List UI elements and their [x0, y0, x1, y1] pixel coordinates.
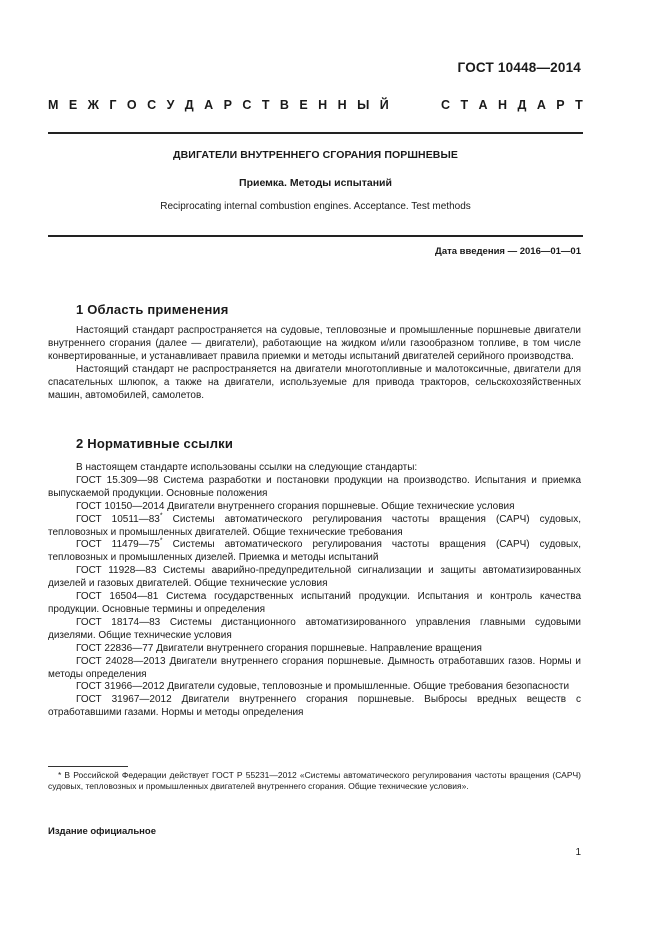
- reference-item: [48, 565, 581, 591]
- reference-code: ГОСТ 16504—81: [76, 591, 159, 603]
- banner-letter: Ы: [357, 98, 370, 112]
- reference-item: [48, 501, 581, 514]
- banner-letter: Й: [379, 98, 389, 112]
- reference-item: [48, 591, 581, 617]
- reference-title: Системы автоматического регулирования частоты вращения (САРЧ) судовых, тепловозных и промышленных двигателей. Общие технические требования: [48, 513, 581, 538]
- banner-letter: Р: [223, 98, 232, 112]
- reference-title: Системы дистанционного автоматизированного управления главными судовыми дизелями. Общие технические условия: [48, 616, 582, 641]
- reference-item: [48, 514, 581, 540]
- banner-letter: Ж: [87, 98, 99, 112]
- reference-title: Двигатели судовые, тепловозные и промышленные. Общие требования безопасности: [167, 681, 570, 693]
- reference-code: ГОСТ 10511—83: [76, 513, 160, 525]
- banner-letter: Е: [68, 98, 78, 112]
- reference-title: Система государственных испытаний продукции. Испытания и контроль качества продукции. Основные термины и определения: [48, 591, 582, 615]
- reference-item: [48, 681, 581, 694]
- reference-item: [48, 539, 581, 565]
- banner-letter: У: [166, 98, 175, 112]
- banner-letter: С: [147, 98, 157, 112]
- section-1-body: [48, 325, 581, 402]
- section-2-heading: 2 Нормативные ссылки: [76, 436, 234, 451]
- reference-code: ГОСТ 31966—2012: [76, 681, 165, 693]
- banner-letter: С: [440, 98, 451, 112]
- banner-letter: Е: [299, 98, 308, 112]
- introduction-date: Дата введения — 2016—01—01: [435, 246, 581, 257]
- banner-letter: Д: [184, 98, 194, 112]
- banner-letter: В: [279, 98, 289, 112]
- reference-item: [48, 694, 581, 720]
- reference-code: ГОСТ 15.309—98: [76, 474, 159, 486]
- section-1-heading: 1 Область применения: [76, 302, 229, 317]
- reference-title: Двигатели внутреннего сгорания поршневые. Дымность отработавших газов. Нормы и методы определения: [48, 655, 581, 680]
- document-title: ДВИГАТЕЛИ ВНУТРЕННЕГО СГОРАНИЯ ПОРШНЕВЫЕ: [173, 149, 458, 161]
- banner-letter: Г: [109, 98, 117, 112]
- reference-code: ГОСТ 11479—75: [76, 539, 160, 551]
- banner-letter: Н: [318, 98, 328, 112]
- page-number: 1: [575, 847, 581, 858]
- banner-letter: А: [204, 98, 214, 112]
- document-subtitle: Приемка. Методы испытаний: [239, 177, 392, 189]
- banner-letter: Т: [261, 98, 270, 112]
- banner-letter: С: [242, 98, 252, 112]
- reference-code: ГОСТ 18174—83: [76, 616, 161, 628]
- banner-letter: Т: [575, 98, 583, 112]
- banner-gap: [427, 98, 430, 112]
- reference-title: Система разработки и постановки продукции на производство. Испытания и приемка выпускаемой продукции. Основные положения: [48, 474, 582, 499]
- reference-item: [48, 643, 581, 656]
- footnote-marker: *: [159, 538, 163, 546]
- reference-code: ГОСТ 22836—77: [76, 642, 154, 654]
- banner-letter: О: [126, 98, 137, 112]
- official-edition-label: Издание официальное: [48, 826, 156, 837]
- banner-gap: [399, 98, 402, 112]
- banner-gap: [413, 98, 416, 112]
- footnote-rule: [48, 766, 128, 767]
- banner-letter: А: [478, 98, 488, 112]
- banner-letter: Д: [517, 98, 527, 112]
- reference-title: Системы аварийно-предупредительной сигнализации и защиты автоматизированных дизелей и газовых двигателей. Общие технические условия: [48, 565, 581, 590]
- header-rule: [48, 132, 583, 134]
- reference-item: [48, 475, 581, 501]
- footnote: * В Российской Федерации действует ГОСТ Р 55231—2012 «Системы автоматического регулирования частоты вращения (САРЧ) судовых, тепловозных и промышленных двигателей внутреннего сгорания. Общие технические условия».: [48, 770, 581, 792]
- banner-letter: Т: [460, 98, 469, 112]
- reference-item: [48, 656, 581, 682]
- english-title: Reciprocating internal combustion engines. Acceptance. Test methods: [160, 201, 471, 212]
- banner-letter: М: [48, 98, 59, 112]
- document-number: ГОСТ 10448—2014: [457, 60, 581, 75]
- reference-title: Двигатели внутреннего сгорания поршневые. Выбросы вредных веществ с отработавшими газами. Нормы и методы определения: [48, 694, 582, 719]
- title-rule: [48, 235, 583, 237]
- interstate-standard-banner: [48, 98, 583, 112]
- reference-code: ГОСТ 10150—2014: [76, 500, 165, 512]
- banner-letter: Р: [556, 98, 565, 112]
- reference-title: Двигатели внутреннего сгорания поршневые. Направление вращения: [156, 642, 482, 654]
- banner-letter: Н: [498, 98, 508, 112]
- reference-title: Двигатели внутреннего сгорания поршневые. Общие технические условия: [167, 500, 515, 512]
- banner-letter: А: [536, 98, 546, 112]
- reference-item: [48, 617, 581, 643]
- section-1-paragraph: Настоящий стандарт распространяется на судовые, тепловозные и промышленные поршневые двигатели внутреннего сгорания (далее — двигатели), работающие на жидком и/или газообразном топливе, в том числе конвертированные, и устанавливает правила приемки и методы испытаний двигателей серийного производства.: [48, 325, 581, 362]
- banner-letter: Н: [337, 98, 347, 112]
- references-intro: В настоящем стандарте использованы ссылки на следующие стандарты:: [76, 462, 418, 473]
- reference-code: ГОСТ 11928—83: [76, 565, 157, 577]
- reference-title: Системы автоматического регулирования частоты вращения (САРЧ) судовых, тепловозных и промышленных дизелей. Приемка и методы испытаний: [48, 539, 581, 564]
- reference-code: ГОСТ 31967—2012: [76, 694, 172, 706]
- normative-references: [48, 462, 581, 720]
- footnote-marker: *: [159, 512, 163, 520]
- reference-code: ГОСТ 24028—2013: [76, 655, 166, 667]
- section-1-paragraph: Настоящий стандарт не распространяется на двигатели многотопливные и малотоксичные, двигатели для спасательных шлюпок, а также на двигатели, используемые для привода тракторов, сельскохозяйственных машин, автомобилей, самолетов.: [48, 363, 581, 401]
